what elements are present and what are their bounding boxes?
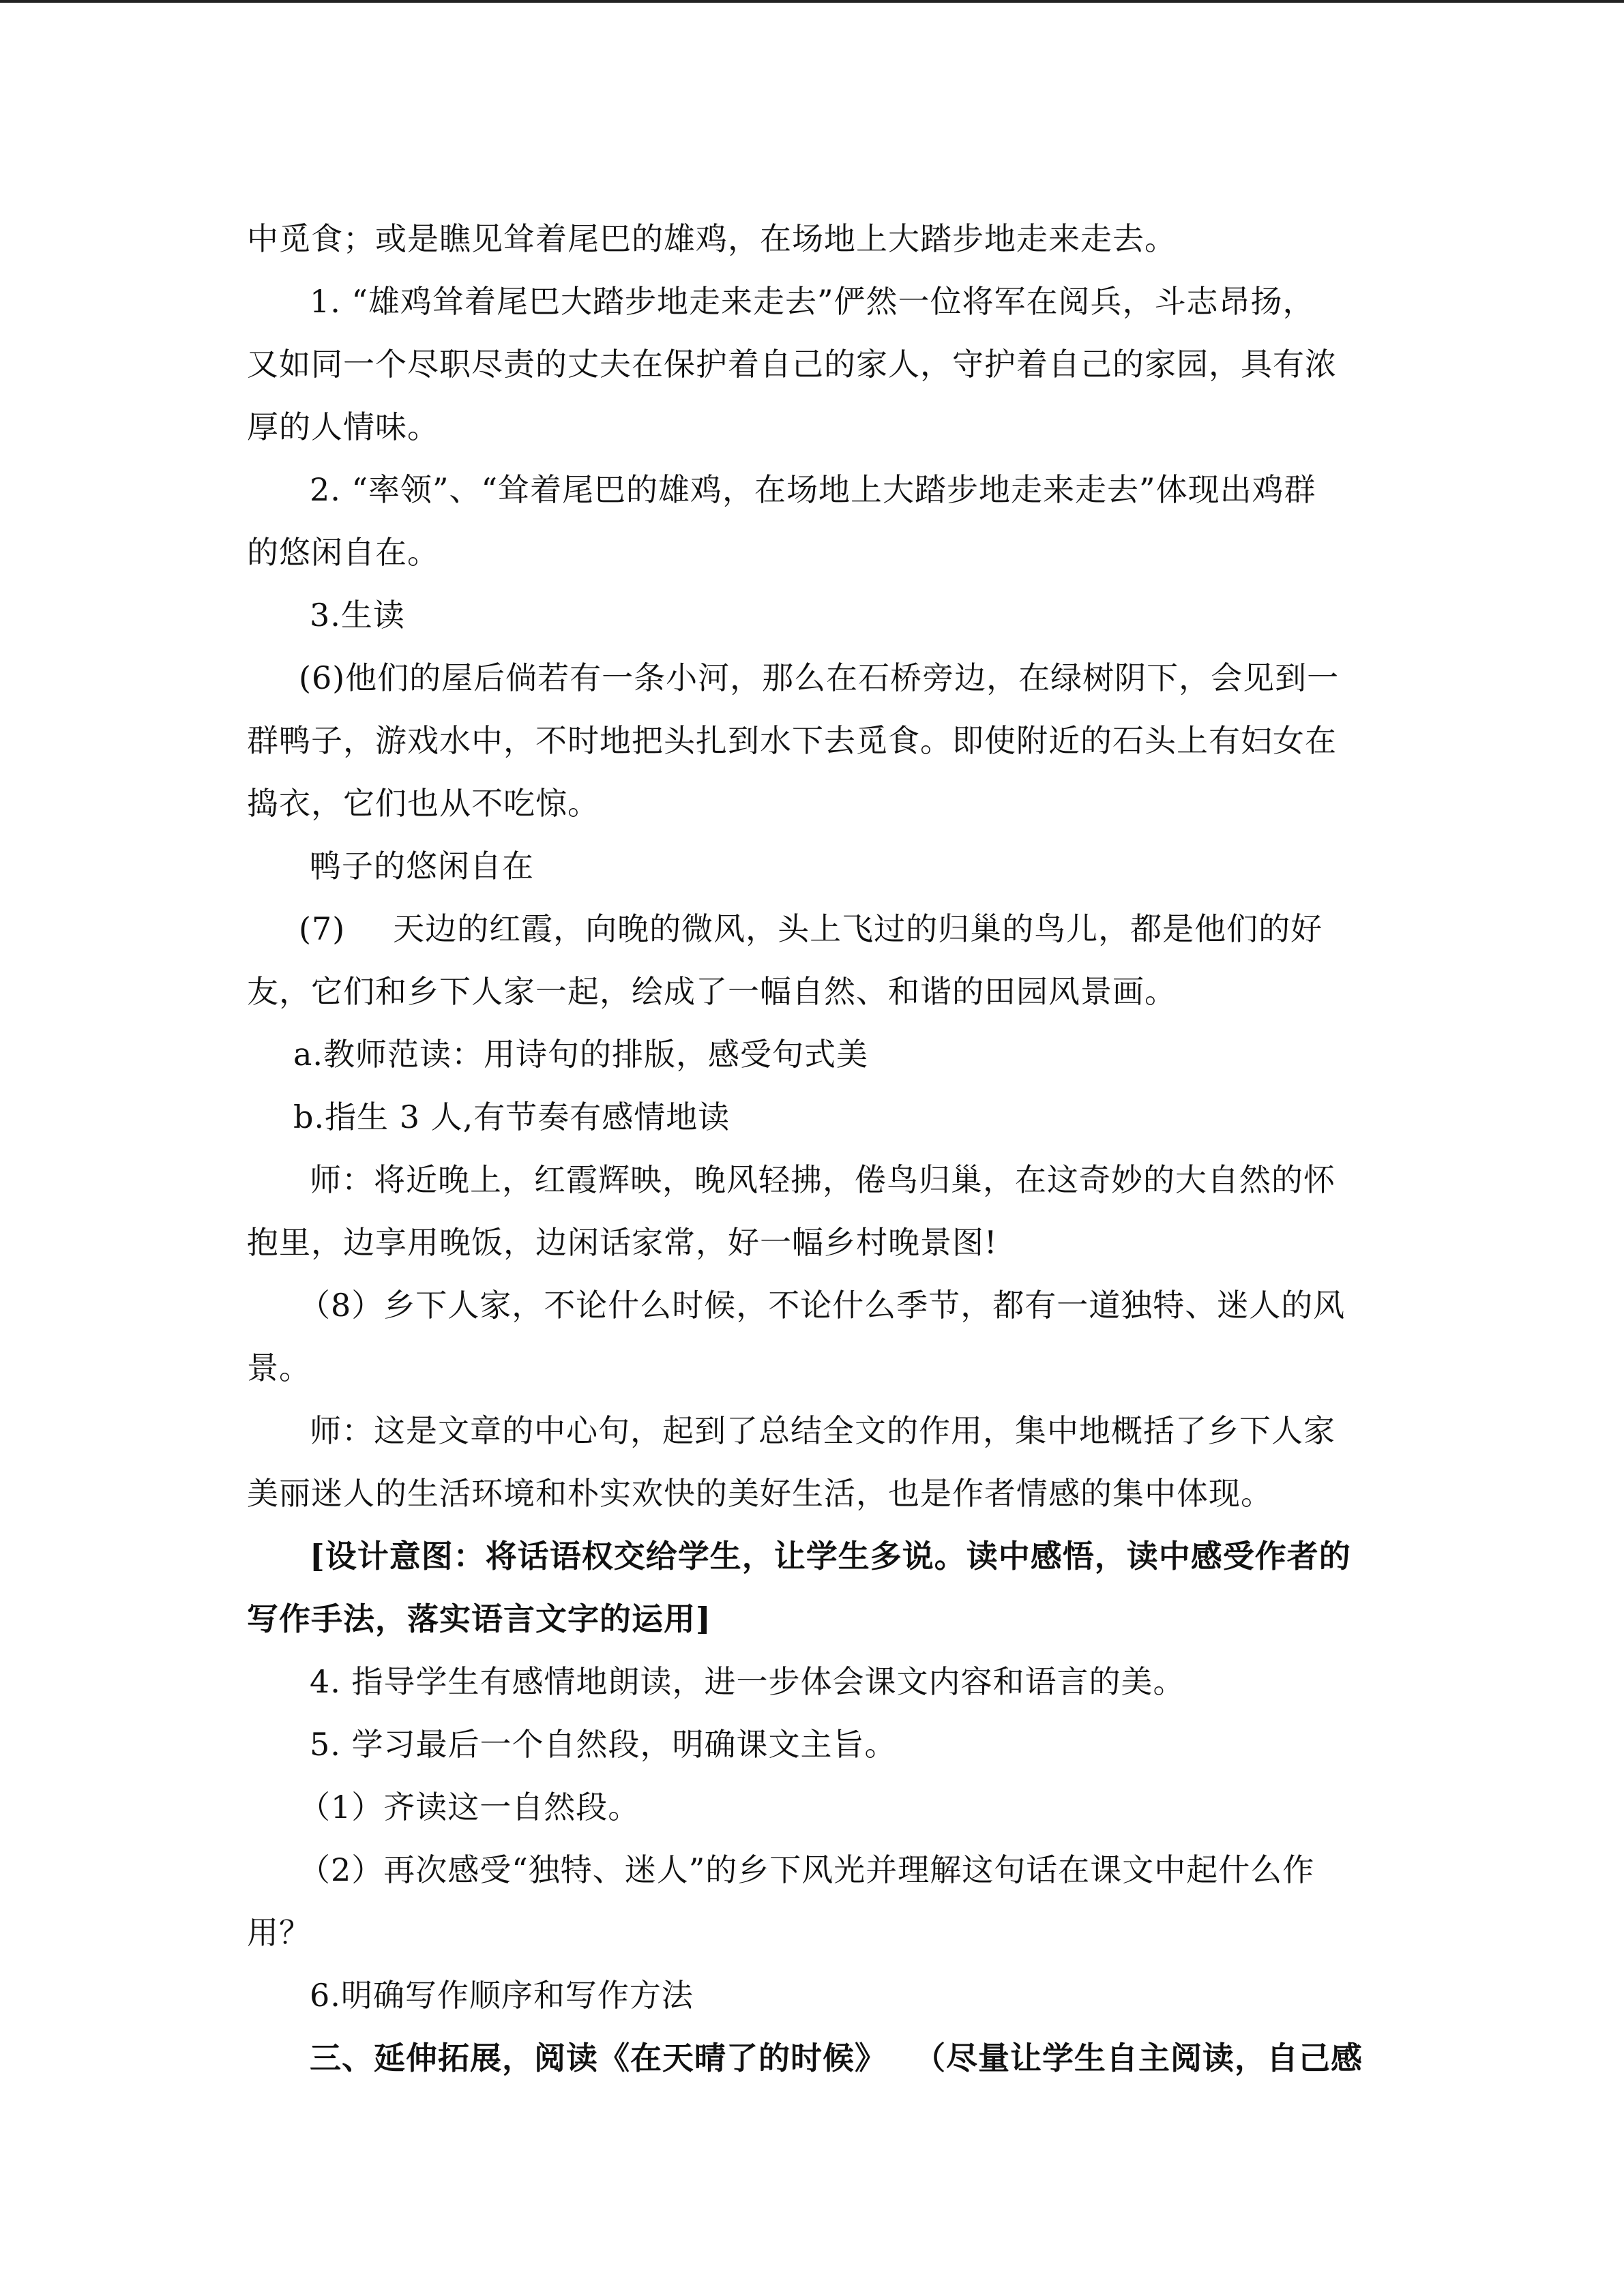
text-line-1: 中觅食；或是瞧见耸着尾巴的雄鸡，在场地上大踏步地走来走去。 (247, 220, 1177, 257)
text-line-24: 4. 指导学生有感情地朗读，进一步体会课文内容和语言的美。 (310, 1663, 1185, 1700)
text-line-14: a.教师范读：用诗句的排版，感受句式美 (293, 1036, 869, 1073)
text-line-8: (6)他们的屋后倘若有一条小河，那么在石桥旁边，在绿树阴下，会见到一 (299, 659, 1340, 696)
text-line-29: 6.明确写作顺序和写作方法 (310, 1977, 694, 2014)
text-line-20: 师：这是文章的中心句，起到了总结全文的作用，集中地概括了乡下人家 (310, 1412, 1335, 1449)
text-line-17: 抱里，边享用晚饭，边闲话家常，好一幅乡村晚景图! (247, 1224, 998, 1261)
text-line-27: （2）再次感受“独特、迷人”的乡下风光并理解这句话在课文中起什么作 (299, 1851, 1315, 1888)
top-border-rule (0, 0, 1624, 3)
section-heading-extension (247, 2027, 1379, 2089)
text-line-21: 美丽迷人的生活环境和朴实欢快的美好生活，也是作者情感的集中体现。 (247, 1475, 1273, 1512)
text-line-25: 5. 学习最后一个自然段，明确课文主旨。 (310, 1726, 897, 1763)
design-intent-line-1: [设计意图：将话语权交给学生，让学生多说。读中感悟，读中感受作者的 (310, 1538, 1351, 1575)
text-line-15: b.指生 3 人,有节奏有感情地读 (293, 1099, 730, 1135)
text-line-18: （8）乡下人家，不论什么时候，不论什么季节，都有一道独特、迷人的风 (299, 1287, 1346, 1324)
text-line-26: （1）齐读这一自然段。 (299, 1789, 640, 1825)
paragraph-number-7: (7) (299, 910, 346, 947)
text-line-6: 的悠闲自在。 (247, 534, 439, 571)
text-line-5: 2. “率领”、“耸着尾巴的雄鸡，在场地上大踏步地走来走去”体现出鸡群 (310, 471, 1316, 508)
text-line-4: 厚的人情味。 (247, 408, 439, 445)
text-line-16: 师：将近晚上，红霞辉映，晚风轻拂，倦鸟归巢，在这奇妙的大自然的怀 (310, 1161, 1335, 1198)
text-line-19: 景。 (247, 1350, 311, 1386)
text-line-2: 1. “雄鸡耸着尾巴大踏步地走来走去”俨然一位将军在阅兵，斗志昂扬， (310, 283, 1315, 320)
text-line-3: 又如同一个尽职尽责的丈夫在保护着自己的家人，守护着自己的家园，具有浓 (247, 346, 1337, 383)
paragraph-7-text: 天边的红霞，向晚的微风，头上飞过的归巢的鸟儿，都是他们的好 (393, 910, 1323, 947)
section-title: 三、延伸拓展，阅读《在天晴了的时候》 (310, 2040, 887, 2076)
document-page (247, 207, 1379, 2089)
section-note: （尽量让学生自主阅读，自己感 (914, 2040, 1363, 2076)
design-intent-line-2: 写作手法，落实语言文字的运用] (247, 1600, 711, 1637)
text-line-12 (247, 897, 1379, 960)
text-line-7: 3.生读 (310, 597, 405, 633)
text-line-9: 群鸭子，游戏水中，不时地把头扎到水下去觅食。即使附近的石头上有妇女在 (247, 722, 1337, 759)
text-line-10: 捣衣，它们也从不吃惊。 (247, 785, 600, 822)
text-line-28: 用？ (247, 1914, 311, 1951)
text-line-11: 鸭子的悠闲自在 (310, 848, 534, 884)
text-line-13: 友，它们和乡下人家一起，绘成了一幅自然、和谐的田园风景画。 (247, 973, 1177, 1010)
